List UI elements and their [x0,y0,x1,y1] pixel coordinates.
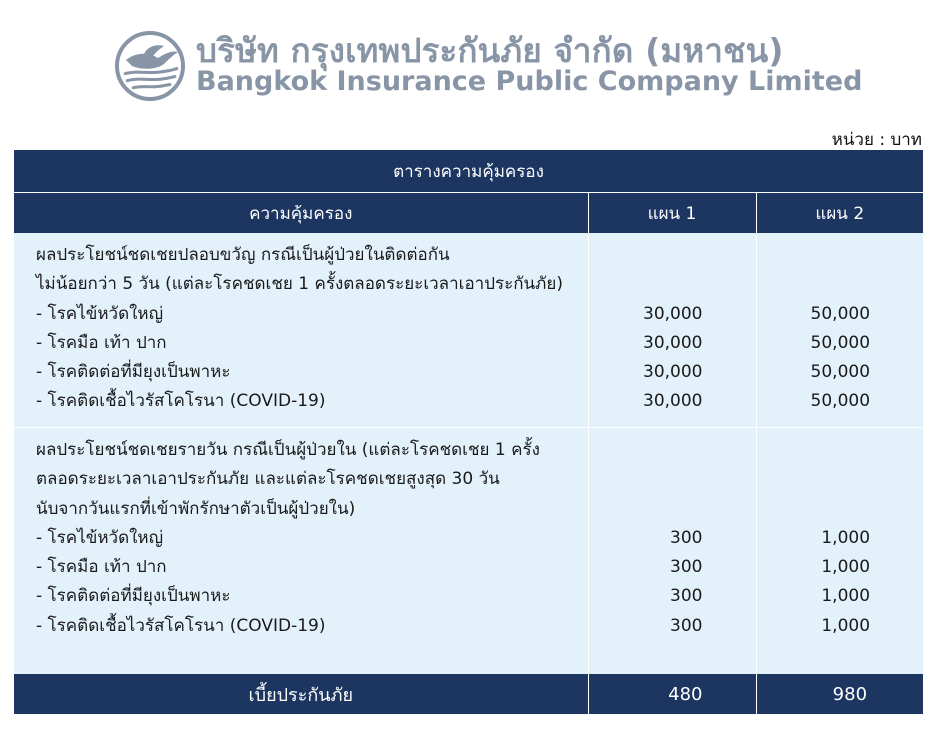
plan-2-value: 50,000 [810,332,871,353]
plan-2-values [756,233,923,428]
table-title: ตารางความคุ้มครอง [14,150,923,193]
section-comfort-benefit [14,233,923,428]
plan-2-values [756,428,923,675]
bird-emblem-logo [114,30,186,102]
column-header-coverage: ความคุ้มครอง [14,193,588,234]
plan-1-values [588,428,756,675]
plan-2-value: 50,000 [810,362,871,383]
plan-1-value: 30,000 [643,391,703,412]
disease-label: - โรคติดต่อที่มียุงเป็นพาหะ [36,362,231,383]
premium-label: เบี้ยประกันภัย [14,674,588,714]
premium-row [14,674,923,714]
plan-2-value: 50,000 [810,391,871,412]
plan-1-values [588,233,756,428]
plan-2-value: 1,000 [821,586,871,607]
disease-label: - โรคไข้หวัดใหญ่ [36,527,164,548]
disease-label: - โรคติดต่อที่มียุงเป็นพาหะ [36,586,231,607]
plan-1-value: 30,000 [643,362,703,383]
column-header-plan-2: แผน 2 [756,193,923,234]
section-heading-line: ผลประโยชน์ชดเชยรายวัน กรณีเป็นผู้ป่วยใน (แต่ละโรคชดเชย 1 ครั้ง [36,440,540,460]
unit-label: หน่วย : บาท [831,130,922,150]
plan-1-value: 30,000 [643,303,703,324]
plan-2-value: 1,000 [821,527,871,548]
column-header-plan-1: แผน 1 [588,193,756,234]
coverage-table [14,150,923,714]
disease-label: - โรคติดเชื้อไวรัสโคโรนา (COVID-19) [36,391,326,412]
disease-label: - โรคมือ เท้า ปาก [36,332,167,353]
section-description [14,233,588,428]
table-title-row [14,150,923,193]
section-heading-line: ผลประโยชน์ชดเชยปลอบขวัญ กรณีเป็นผู้ป่วยในติดต่อกัน [36,245,450,265]
disease-label: - โรคมือ เท้า ปาก [36,557,167,578]
plan-2-value: 50,000 [810,303,871,324]
company-name-english: Bangkok Insurance Public Company Limited [196,66,863,97]
plan-1-value: 30,000 [643,332,703,353]
plan-1-value: 300 [670,527,703,548]
section-heading-line: ตลอดระยะเวลาเอาประกันภัย และแต่ละโรคชดเชยสูงสุด 30 วัน [36,469,500,490]
plan-2-value: 1,000 [821,615,871,636]
section-daily-benefit [14,428,923,675]
company-header [0,0,938,110]
premium-plan-2: 980 [756,674,923,714]
plan-1-value: 300 [670,557,703,578]
plan-1-value: 300 [670,586,703,607]
column-header-row [14,193,923,234]
section-description [14,428,588,675]
plan-1-value: 300 [670,615,703,636]
disease-label: - โรคติดเชื้อไวรัสโคโรนา (COVID-19) [36,615,326,636]
section-heading-line: ไม่น้อยกว่า 5 วัน (แต่ละโรคชดเชย 1 ครั้งตลอดระยะเวลาเอาประกันภัย) [36,274,563,295]
plan-2-value: 1,000 [821,557,871,578]
disease-label: - โรคไข้หวัดใหญ่ [36,303,164,324]
section-heading-line: นับจากวันแรกที่เข้าพักรักษาตัวเป็นผู้ป่วยใน) [36,498,356,519]
company-name-thai: บริษัท กรุงเทพประกันภัย จำกัด (มหาชน) [196,31,784,70]
premium-plan-1: 480 [588,674,756,714]
